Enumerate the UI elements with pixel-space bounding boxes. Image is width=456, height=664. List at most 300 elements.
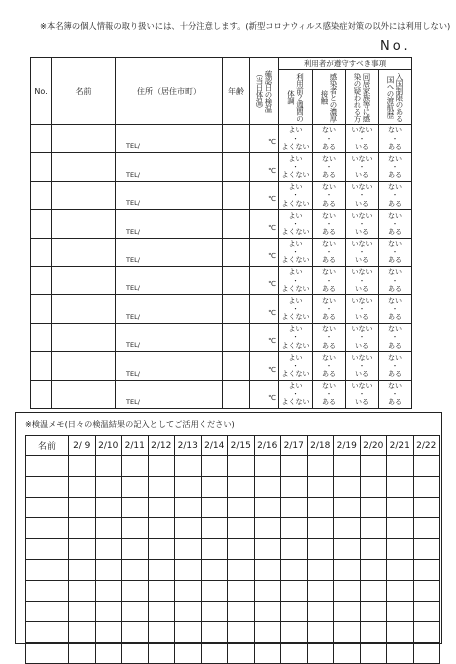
memo-temp-cell[interactable] [95, 643, 122, 664]
memo-temp-cell[interactable] [387, 622, 414, 643]
memo-temp-cell[interactable] [254, 580, 281, 601]
memo-temp-cell[interactable] [360, 559, 387, 580]
entry-row [31, 295, 412, 323]
memo-temp-cell[interactable] [307, 601, 334, 622]
memo-temp-cell[interactable] [387, 580, 414, 601]
memo-name-cell[interactable] [26, 539, 69, 560]
memo-temp-cell[interactable] [122, 559, 149, 580]
header-address: 住所（居住市町） [116, 58, 223, 125]
entry-age-cell[interactable] [223, 295, 250, 323]
memo-temp-cell[interactable] [201, 559, 228, 580]
memo-temp-cell[interactable] [69, 539, 96, 560]
memo-temp-cell[interactable] [334, 622, 361, 643]
entry-temp-cell[interactable] [250, 153, 279, 181]
memo-temp-cell[interactable] [228, 518, 255, 539]
memo-temp-cell[interactable] [201, 476, 228, 497]
celsius-unit: ℃ [268, 223, 276, 232]
memo-temp-cell[interactable] [334, 518, 361, 539]
memo-temp-cell[interactable] [334, 643, 361, 664]
tel-label: TEL/ [126, 142, 140, 151]
memo-temp-cell[interactable] [122, 643, 149, 664]
memo-temp-cell[interactable] [413, 497, 440, 518]
entry-age-cell[interactable] [223, 238, 250, 266]
memo-temp-cell[interactable] [360, 601, 387, 622]
condition-option[interactable]: よい ・ よくない [279, 153, 313, 181]
memo-temp-cell[interactable] [175, 539, 202, 560]
memo-row [26, 559, 440, 580]
memo-title: ※検温メモ(日々の検温結果の記入としてご活用ください) [25, 419, 235, 429]
memo-temp-cell[interactable] [360, 518, 387, 539]
memo-temp-cell[interactable] [307, 518, 334, 539]
entry-row [31, 323, 412, 351]
memo-name-cell[interactable] [26, 643, 69, 664]
entry-name-cell[interactable] [52, 181, 116, 209]
entry-address-cell[interactable] [116, 352, 223, 380]
memo-temp-cell[interactable] [69, 601, 96, 622]
memo-temp-cell[interactable] [413, 601, 440, 622]
memo-temp-cell[interactable] [281, 476, 308, 497]
memo-temp-cell[interactable] [360, 643, 387, 664]
sheet-number-label: No. [380, 39, 411, 54]
memo-temp-cell[interactable] [334, 476, 361, 497]
entry-row [31, 352, 412, 380]
entry-address-cell[interactable] [116, 153, 223, 181]
memo-temp-cell[interactable] [95, 456, 122, 477]
memo-temp-cell[interactable] [281, 539, 308, 560]
memo-temp-cell[interactable] [334, 601, 361, 622]
tel-label: TEL/ [126, 284, 140, 293]
entry-address-cell[interactable] [116, 323, 223, 351]
memo-temp-cell[interactable] [413, 476, 440, 497]
memo-temp-cell[interactable] [95, 580, 122, 601]
memo-temp-cell[interactable] [148, 622, 175, 643]
memo-row [26, 497, 440, 518]
memo-temp-cell[interactable] [201, 643, 228, 664]
memo-temp-cell[interactable] [175, 497, 202, 518]
memo-temp-cell[interactable] [254, 497, 281, 518]
family-option[interactable]: いない ・ いる [346, 266, 379, 294]
entry-temp-cell[interactable] [250, 210, 279, 238]
memo-temp-cell[interactable] [69, 559, 96, 580]
memo-temp-cell[interactable] [228, 580, 255, 601]
memo-temp-cell[interactable] [228, 559, 255, 580]
entry-age-cell[interactable] [223, 125, 250, 153]
memo-temp-cell[interactable] [148, 518, 175, 539]
entry-address-cell[interactable] [116, 295, 223, 323]
memo-temp-cell[interactable] [95, 539, 122, 560]
entry-no-cell[interactable] [31, 266, 52, 294]
memo-temp-cell[interactable] [281, 559, 308, 580]
memo-temp-cell[interactable] [307, 497, 334, 518]
memo-temp-cell[interactable] [95, 518, 122, 539]
memo-temp-cell[interactable] [148, 559, 175, 580]
memo-temp-cell[interactable] [69, 643, 96, 664]
memo-temp-cell[interactable] [175, 580, 202, 601]
memo-temp-cell[interactable] [228, 476, 255, 497]
entry-temp-cell[interactable] [250, 266, 279, 294]
memo-temp-cell[interactable] [122, 539, 149, 560]
memo-temp-cell[interactable] [69, 476, 96, 497]
contact-option[interactable]: ない ・ ある [313, 181, 346, 209]
memo-row [26, 601, 440, 622]
entry-name-cell[interactable] [52, 380, 116, 408]
entry-age-cell[interactable] [223, 181, 250, 209]
memo-temp-cell[interactable] [254, 476, 281, 497]
memo-temp-cell[interactable] [122, 580, 149, 601]
family-option[interactable]: いない ・ いる [346, 352, 379, 380]
memo-temp-cell[interactable] [69, 456, 96, 477]
memo-temp-cell[interactable] [307, 476, 334, 497]
entry-address-cell[interactable] [116, 266, 223, 294]
memo-temp-cell[interactable] [201, 580, 228, 601]
memo-temp-cell[interactable] [307, 456, 334, 477]
memo-header-date: 2/17 [281, 436, 308, 456]
condition-option[interactable]: よい ・ よくない [279, 125, 313, 153]
memo-temp-cell[interactable] [387, 518, 414, 539]
memo-row [26, 476, 440, 497]
entry-no-cell[interactable] [31, 238, 52, 266]
header-no: No. [31, 58, 52, 125]
header-age: 年齢 [223, 58, 250, 125]
entry-address-cell[interactable] [116, 238, 223, 266]
memo-temp-cell[interactable] [201, 456, 228, 477]
memo-temp-cell[interactable] [69, 497, 96, 518]
memo-temp-cell[interactable] [413, 643, 440, 664]
memo-temp-cell[interactable] [387, 539, 414, 560]
memo-header-date: 2/16 [254, 436, 281, 456]
memo-name-cell[interactable] [26, 518, 69, 539]
memo-temp-cell[interactable] [175, 476, 202, 497]
memo-temp-cell[interactable] [228, 643, 255, 664]
contact-option[interactable]: ない ・ ある [313, 266, 346, 294]
memo-header-date: 2/14 [201, 436, 228, 456]
memo-temp-cell[interactable] [307, 539, 334, 560]
contact-option[interactable]: ない ・ ある [313, 153, 346, 181]
family-option[interactable]: いない ・ いる [346, 153, 379, 181]
memo-temp-cell[interactable] [254, 622, 281, 643]
memo-temp-cell[interactable] [413, 539, 440, 560]
memo-temp-cell[interactable] [413, 518, 440, 539]
contact-option[interactable]: ない ・ ある [313, 210, 346, 238]
condition-option[interactable]: よい ・ よくない [279, 181, 313, 209]
travel-option[interactable]: ない ・ ある [379, 210, 412, 238]
memo-temp-cell[interactable] [201, 601, 228, 622]
memo-temp-cell[interactable] [148, 643, 175, 664]
memo-temp-cell[interactable] [69, 518, 96, 539]
memo-temp-cell[interactable] [413, 622, 440, 643]
memo-header-date: 2/10 [95, 436, 122, 456]
memo-temp-cell[interactable] [360, 539, 387, 560]
memo-temp-cell[interactable] [281, 580, 308, 601]
entry-no-cell[interactable] [31, 295, 52, 323]
condition-option[interactable]: よい ・ よくない [279, 238, 313, 266]
memo-temp-cell[interactable] [148, 476, 175, 497]
memo-temp-cell[interactable] [122, 456, 149, 477]
memo-header-date: 2/18 [307, 436, 334, 456]
memo-temp-cell[interactable] [175, 622, 202, 643]
memo-row [26, 456, 440, 477]
entry-row [31, 380, 412, 408]
travel-option[interactable]: ない ・ ある [379, 323, 412, 351]
tel-label: TEL/ [126, 170, 140, 179]
memo-temp-cell[interactable] [175, 643, 202, 664]
entry-age-cell[interactable] [223, 323, 250, 351]
memo-name-cell[interactable] [26, 476, 69, 497]
memo-temp-cell[interactable] [95, 601, 122, 622]
memo-temp-cell[interactable] [148, 456, 175, 477]
memo-temp-cell[interactable] [360, 456, 387, 477]
memo-temp-cell[interactable] [201, 539, 228, 560]
entry-name-cell[interactable] [52, 238, 116, 266]
memo-row [26, 518, 440, 539]
travel-option[interactable]: ない ・ ある [379, 125, 412, 153]
memo-temp-cell[interactable] [148, 497, 175, 518]
condition-option[interactable]: よい ・ よくない [279, 323, 313, 351]
entry-age-cell[interactable] [223, 266, 250, 294]
memo-header-date: 2/13 [175, 436, 202, 456]
entry-temp-cell[interactable] [250, 295, 279, 323]
entry-address-cell[interactable] [116, 380, 223, 408]
travel-option[interactable]: ない ・ ある [379, 153, 412, 181]
contact-option[interactable]: ない ・ ある [313, 295, 346, 323]
entry-address-cell[interactable] [116, 181, 223, 209]
memo-header-date: 2/19 [334, 436, 361, 456]
memo-temp-cell[interactable] [175, 456, 202, 477]
memo-temp-cell[interactable] [281, 456, 308, 477]
travel-option[interactable]: ない ・ ある [379, 238, 412, 266]
memo-temp-cell[interactable] [122, 497, 149, 518]
memo-temp-cell[interactable] [281, 497, 308, 518]
memo-temp-cell[interactable] [175, 601, 202, 622]
entry-row [31, 125, 412, 153]
memo-header-date: 2/22 [413, 436, 440, 456]
tel-label: TEL/ [126, 312, 140, 321]
registration-sheet [30, 57, 412, 409]
memo-temp-cell[interactable] [175, 559, 202, 580]
entry-no-cell[interactable] [31, 380, 52, 408]
entry-no-cell[interactable] [31, 352, 52, 380]
travel-option[interactable]: ない ・ ある [379, 352, 412, 380]
entry-age-cell[interactable] [223, 210, 250, 238]
memo-temp-cell[interactable] [307, 643, 334, 664]
memo-temp-cell[interactable] [95, 497, 122, 518]
entry-name-cell[interactable] [52, 153, 116, 181]
celsius-unit: ℃ [268, 138, 276, 147]
memo-temp-cell[interactable] [201, 622, 228, 643]
travel-option[interactable]: ない ・ ある [379, 380, 412, 408]
family-option[interactable]: いない ・ いる [346, 238, 379, 266]
memo-name-cell[interactable] [26, 622, 69, 643]
memo-temp-cell[interactable] [228, 601, 255, 622]
memo-temp-cell[interactable] [334, 559, 361, 580]
entry-no-cell[interactable] [31, 125, 52, 153]
travel-option[interactable]: ない ・ ある [379, 295, 412, 323]
memo-temp-cell[interactable] [254, 539, 281, 560]
tel-label: TEL/ [126, 341, 140, 350]
memo-header-name: 名前 [26, 436, 69, 456]
family-option[interactable]: いない ・ いる [346, 210, 379, 238]
memo-temp-cell[interactable] [228, 622, 255, 643]
contact-option[interactable]: ない ・ ある [313, 380, 346, 408]
tel-label: TEL/ [126, 199, 140, 208]
memo-temp-cell[interactable] [201, 518, 228, 539]
memo-temp-cell[interactable] [413, 456, 440, 477]
memo-temp-cell[interactable] [334, 580, 361, 601]
memo-temp-cell[interactable] [360, 497, 387, 518]
memo-temp-cell[interactable] [387, 456, 414, 477]
contact-option[interactable]: ない ・ ある [313, 238, 346, 266]
temperature-memo [15, 412, 442, 644]
entry-row [31, 266, 412, 294]
condition-option[interactable]: よい ・ よくない [279, 266, 313, 294]
entry-row [31, 181, 412, 209]
header-family: 同居家族等に感染の疑われる方 [346, 70, 379, 125]
contact-option[interactable]: ない ・ ある [313, 323, 346, 351]
memo-temp-cell[interactable] [413, 559, 440, 580]
memo-temp-cell[interactable] [307, 580, 334, 601]
memo-temp-cell[interactable] [281, 622, 308, 643]
celsius-unit: ℃ [268, 280, 276, 289]
entry-name-cell[interactable] [52, 266, 116, 294]
memo-temp-cell[interactable] [122, 518, 149, 539]
memo-temp-cell[interactable] [95, 476, 122, 497]
memo-temp-cell[interactable] [201, 497, 228, 518]
memo-temp-cell[interactable] [175, 518, 202, 539]
memo-temp-cell[interactable] [228, 456, 255, 477]
memo-temp-cell[interactable] [334, 539, 361, 560]
memo-header-date: 2/ 9 [69, 436, 96, 456]
memo-temp-cell[interactable] [148, 539, 175, 560]
privacy-notice: ※本名簿の個人情報の取り扱いには、十分注意します。(新型コロナウィルス感染症対策の以外には利用しない) [40, 21, 451, 31]
memo-temp-cell[interactable] [95, 559, 122, 580]
memo-temp-cell[interactable] [254, 518, 281, 539]
memo-row [26, 643, 440, 664]
condition-option[interactable]: よい ・ よくない [279, 352, 313, 380]
entry-no-cell[interactable] [31, 153, 52, 181]
contact-option[interactable]: ない ・ ある [313, 125, 346, 153]
memo-temp-cell[interactable] [360, 580, 387, 601]
travel-option[interactable]: ない ・ ある [379, 181, 412, 209]
memo-row [26, 580, 440, 601]
memo-temp-cell[interactable] [122, 622, 149, 643]
memo-temp-cell[interactable] [360, 476, 387, 497]
memo-header-date: 2/15 [228, 436, 255, 456]
memo-temp-cell[interactable] [281, 518, 308, 539]
memo-temp-cell[interactable] [334, 497, 361, 518]
memo-temp-cell[interactable] [387, 601, 414, 622]
memo-temp-cell[interactable] [254, 643, 281, 664]
condition-option[interactable]: よい ・ よくない [279, 295, 313, 323]
entry-temp-cell[interactable] [250, 238, 279, 266]
family-option[interactable]: いない ・ いる [346, 323, 379, 351]
header-condition: 利用前２週間の体調 [279, 70, 313, 125]
memo-temp-cell[interactable] [148, 580, 175, 601]
memo-name-cell[interactable] [26, 601, 69, 622]
memo-temp-cell[interactable] [307, 559, 334, 580]
header-temp: 確認日の検温（当日体温） [250, 58, 279, 125]
entry-no-cell[interactable] [31, 323, 52, 351]
family-option[interactable]: いない ・ いる [346, 181, 379, 209]
entry-age-cell[interactable] [223, 153, 250, 181]
memo-temp-cell[interactable] [334, 456, 361, 477]
entry-no-cell[interactable] [31, 181, 52, 209]
memo-header-date: 2/12 [148, 436, 175, 456]
entry-temp-cell[interactable] [250, 181, 279, 209]
memo-temp-cell[interactable] [360, 622, 387, 643]
memo-temp-cell[interactable] [307, 622, 334, 643]
memo-name-cell[interactable] [26, 456, 69, 477]
memo-header-date: 2/20 [360, 436, 387, 456]
entry-address-cell[interactable] [116, 210, 223, 238]
memo-temp-cell[interactable] [122, 476, 149, 497]
contact-option[interactable]: ない ・ ある [313, 352, 346, 380]
tel-label: TEL/ [126, 397, 140, 406]
entry-temp-cell[interactable] [250, 380, 279, 408]
header-contact: 感染者との濃厚接触 [313, 70, 346, 125]
memo-temp-cell[interactable] [254, 601, 281, 622]
memo-temp-cell[interactable] [387, 559, 414, 580]
entry-name-cell[interactable] [52, 323, 116, 351]
memo-header-date: 2/21 [387, 436, 414, 456]
memo-temp-cell[interactable] [148, 601, 175, 622]
entry-temp-cell[interactable] [250, 323, 279, 351]
memo-temp-cell[interactable] [413, 580, 440, 601]
memo-temp-cell[interactable] [69, 580, 96, 601]
entry-no-cell[interactable] [31, 210, 52, 238]
memo-name-cell[interactable] [26, 580, 69, 601]
memo-temp-cell[interactable] [387, 476, 414, 497]
entry-name-cell[interactable] [52, 352, 116, 380]
family-option[interactable]: いない ・ いる [346, 380, 379, 408]
memo-temp-cell[interactable] [228, 539, 255, 560]
entry-row [31, 238, 412, 266]
family-option[interactable]: いない ・ いる [346, 125, 379, 153]
entry-temp-cell[interactable] [250, 352, 279, 380]
memo-temp-cell[interactable] [254, 559, 281, 580]
memo-temp-cell[interactable] [387, 497, 414, 518]
entry-row [31, 153, 412, 181]
entry-name-cell[interactable] [52, 125, 116, 153]
tel-label: TEL/ [126, 255, 140, 264]
condition-option[interactable]: よい ・ よくない [279, 210, 313, 238]
memo-temp-cell[interactable] [387, 643, 414, 664]
entry-name-cell[interactable] [52, 295, 116, 323]
tel-label: TEL/ [126, 227, 140, 236]
memo-temp-cell[interactable] [69, 622, 96, 643]
memo-name-cell[interactable] [26, 559, 69, 580]
entry-address-cell[interactable] [116, 125, 223, 153]
memo-temp-cell[interactable] [122, 601, 149, 622]
condition-option[interactable]: よい ・ よくない [279, 380, 313, 408]
memo-temp-cell[interactable] [281, 643, 308, 664]
entry-age-cell[interactable] [223, 352, 250, 380]
family-option[interactable]: いない ・ いる [346, 295, 379, 323]
entry-row [31, 210, 412, 238]
tel-label: TEL/ [126, 369, 140, 378]
celsius-unit: ℃ [268, 308, 276, 317]
memo-temp-cell[interactable] [254, 456, 281, 477]
memo-temp-cell[interactable] [228, 497, 255, 518]
travel-option[interactable]: ない ・ ある [379, 266, 412, 294]
memo-temp-cell[interactable] [281, 601, 308, 622]
entry-age-cell[interactable] [223, 380, 250, 408]
memo-name-cell[interactable] [26, 497, 69, 518]
celsius-unit: ℃ [268, 393, 276, 402]
header-rules-group: 利用者が遵守すべき事項 [279, 58, 412, 70]
entry-name-cell[interactable] [52, 210, 116, 238]
memo-temp-cell[interactable] [95, 622, 122, 643]
entry-temp-cell[interactable] [250, 125, 279, 153]
